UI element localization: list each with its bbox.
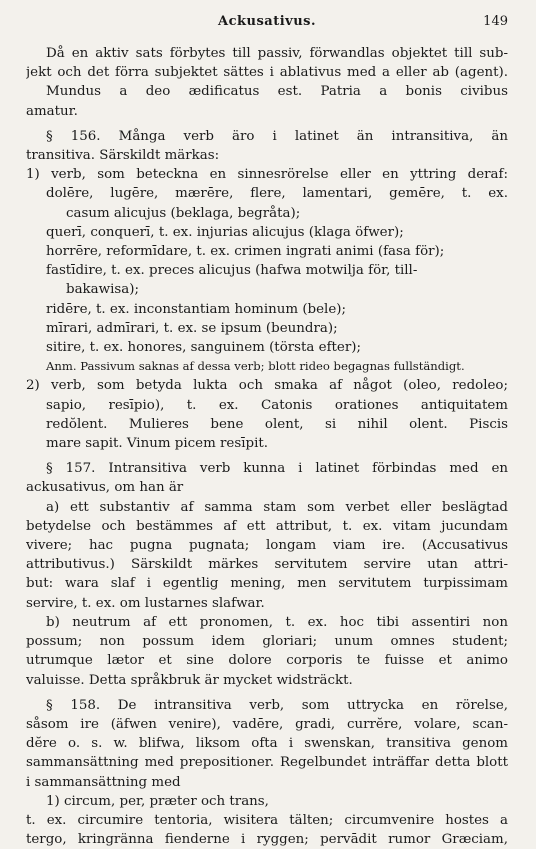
- text-line: sitire, t. ex. honores, sanguinem (törsta efter);: [46, 340, 361, 356]
- text-line: tergo, kringränna fienderne i ryggen; pervādit rumor Græciam,: [26, 832, 508, 848]
- text-line: Då en aktiv sats förbytes till passiv, förwandlas objektet till sub-: [46, 46, 508, 61]
- text-line: såsom ire (äfwen venire), vadēre, gradi, currĕre, volare, scan-: [26, 716, 508, 732]
- text-line: a) ett substantiv af samma stam som verbet eller beslägtad: [46, 499, 508, 515]
- text-line: 2) verb, som betyda lukta och smaka af något (oleo, redoleo;: [26, 378, 508, 394]
- text-line: fastīdire, t. ex. preces alicujus (hafwa motwilja för, till-: [46, 263, 418, 279]
- text-line: jekt och det förra subjektet sättes i ablativus med a eller ab (agent).: [26, 65, 508, 81]
- text-line: sapio, resīpio), t. ex. Catonis orationes antiquitatem: [46, 397, 508, 413]
- text-line: redŏlent. Mulieres bene olent, si nihil olent. Piscis: [46, 416, 508, 432]
- text-line: vivere; hac pugna pugnata; longam viam ire. (Accusativus: [26, 538, 508, 554]
- text-line: bakawisa);: [66, 282, 139, 298]
- text-line: t. ex. circumire tentoria, wisitera tälten; circumvenire hostes a: [26, 812, 508, 828]
- text-line: possum; non possum idem gloriari; unum omnes student;: [26, 634, 508, 650]
- text-line: b) neutrum af ett pronomen, t. ex. hoc tibi assentiri non: [46, 614, 508, 630]
- text-line: § 158. De intransitiva verb, som uttrycka en rörelse,: [46, 697, 508, 713]
- text-line: Mundus a deo ædificatus est. Patria a bonis civibus: [46, 84, 508, 100]
- text-line: querī, conquerī, t. ex. injurias alicujus (klaga öfwer);: [46, 224, 404, 240]
- text-line: horrēre, reformīdare, t. ex. crimen ingrati animi (fasa för);: [46, 244, 445, 260]
- body-text: [26, 44, 508, 849]
- text-line: transitiva. Särskildt märkas:: [26, 148, 220, 164]
- text-line: mīrari, admīrari, t. ex. se ipsum (beundra);: [46, 320, 338, 336]
- text-line: ridēre, t. ex. inconstantiam hominum (bele);: [46, 301, 346, 317]
- running-title: Ackusativus.: [218, 14, 316, 29]
- text-line: valuisse. Detta språkbruk är mycket widsträckt.: [26, 672, 353, 688]
- text-line: i sammansättning med: [26, 774, 181, 790]
- page-number: 149: [483, 14, 508, 29]
- text-line: casum alicujus (beklaga, begråta);: [66, 205, 301, 221]
- text-line: 1) circum, per, præter och trans,: [46, 793, 269, 809]
- text-line: betydelse och bestämmes af ett attribut, t. ex. vitam jucundam: [26, 518, 508, 534]
- text-line: amatur.: [26, 103, 78, 119]
- text-line: § 156. Många verb äro i latinet än intransitiva, än: [46, 128, 508, 144]
- text-line: attributivus.) Särskildt märkes servitutem servire utan attri-: [26, 557, 508, 573]
- text-line: servire, t. ex. om lustarnes slafwar.: [26, 595, 265, 611]
- text-line: sammansättning med prepositioner. Regelbundet inträffar detta blott: [26, 755, 508, 771]
- page-header: [26, 14, 508, 34]
- text-line: ackusativus, om han är: [26, 480, 184, 496]
- text-line: mare sapit. Vinum picem resīpit.: [46, 436, 268, 452]
- text-line: utrumque lætor et sine dolore corporis te fuisse et animo: [26, 653, 508, 669]
- text-line: § 157. Intransitiva verb kunna i latinet förbindas med en: [46, 461, 508, 477]
- text-line: but: wara slaf i egentlig mening, men servitutem turpissimam: [26, 576, 508, 592]
- text-line: dĕre o. s. w. blifwa, liksom ofta i swenskan, transitiva genom: [26, 736, 508, 752]
- text-line: 1) verb, som betecknа en sinnesrörelse eller en yttring deraf:: [26, 167, 508, 183]
- text-line: Anm. Passivum saknas af dessa verb; blott rideo begagnas fullständigt.: [46, 359, 465, 374]
- text-line: dolēre, lugēre, mærēre, flere, lamentari, gemēre, t. ex.: [46, 186, 508, 202]
